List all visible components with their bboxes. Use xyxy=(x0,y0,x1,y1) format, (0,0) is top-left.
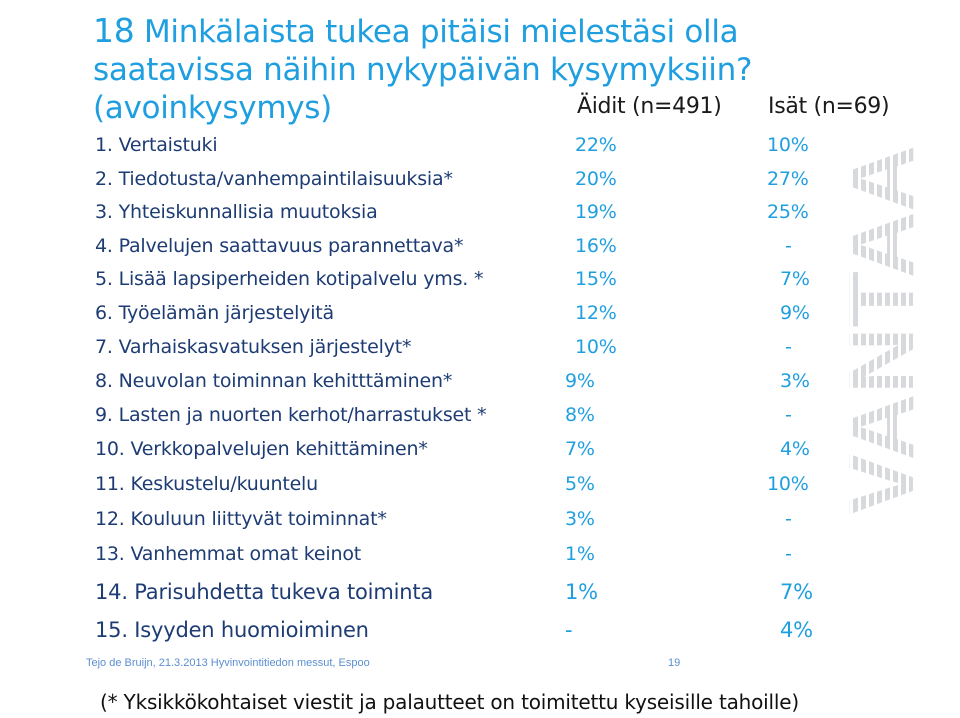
page-number: 19 xyxy=(668,657,681,669)
fathers-value: - xyxy=(785,404,792,426)
row-label: 12. Kouluun liittyvät toiminnat* xyxy=(95,508,387,530)
table-row xyxy=(95,134,835,164)
mothers-value: 12% xyxy=(575,302,617,324)
mothers-value: 8% xyxy=(565,404,595,426)
row-label: 11. Keskustelu/kuuntelu xyxy=(95,473,318,495)
table-row xyxy=(95,370,835,400)
slide-number: 18 xyxy=(93,11,135,50)
vantaa-logo xyxy=(831,145,958,515)
mothers-value: 1% xyxy=(565,580,598,604)
row-label: 4. Palvelujen saattavuus parannettava* xyxy=(95,235,464,257)
fathers-value: 7% xyxy=(780,268,810,290)
fathers-value: 4% xyxy=(780,618,813,642)
table-row xyxy=(95,508,835,538)
table-row xyxy=(95,168,835,198)
fathers-value: - xyxy=(785,543,792,565)
table-row xyxy=(95,438,835,468)
mothers-value: 1% xyxy=(565,543,595,565)
table-row xyxy=(95,201,835,231)
row-label: 14. Parisuhdetta tukeva toiminta xyxy=(95,580,434,604)
footnote: (* Yksikkökohtaiset viestit ja palautteet on toimitettu kyseisille tahoille) xyxy=(100,690,799,714)
mothers-value: 10% xyxy=(575,336,617,358)
mothers-value: 3% xyxy=(565,508,595,530)
mothers-value: 16% xyxy=(575,235,617,257)
mothers-value: 15% xyxy=(575,268,617,290)
footer-source: Tejo de Bruijn, 21.3.2013 Hyvinvointitiedon messut, Espoo xyxy=(86,657,370,669)
table-row xyxy=(95,336,835,366)
mothers-value: 7% xyxy=(565,438,595,460)
fathers-value: 27% xyxy=(767,168,809,190)
row-label: 6. Työelämän järjestelyitä xyxy=(95,302,334,324)
mothers-value: 20% xyxy=(575,168,617,190)
mothers-value: 19% xyxy=(575,201,617,223)
row-label: 3. Yhteiskunnallisia muutoksia xyxy=(95,201,378,223)
table-row xyxy=(95,235,835,265)
fathers-value: - xyxy=(785,508,792,530)
table-row xyxy=(95,580,835,610)
table-row xyxy=(95,404,835,434)
fathers-value: 3% xyxy=(780,370,810,392)
table-row xyxy=(95,473,835,503)
fathers-value: 4% xyxy=(780,438,810,460)
table-row xyxy=(95,543,835,573)
row-label: 13. Vanhemmat omat keinot xyxy=(95,543,362,565)
mothers-value: 9% xyxy=(565,370,595,392)
fathers-value: - xyxy=(785,336,792,358)
table-row xyxy=(95,302,835,332)
row-label: 1. Vertaistuki xyxy=(95,134,218,156)
row-label: 9. Lasten ja nuorten kerhot/harrastukset * xyxy=(95,404,487,426)
row-label: 15. Isyyden huomioiminen xyxy=(95,618,369,642)
mothers-value: 22% xyxy=(575,134,617,156)
mothers-value: - xyxy=(565,618,573,642)
table-row xyxy=(95,618,835,648)
fathers-value: 10% xyxy=(767,134,809,156)
row-label: 8. Neuvolan toiminnan kehitttäminen* xyxy=(95,370,453,392)
column-header-fathers: Isät (n=69) xyxy=(768,94,890,119)
fathers-value: 9% xyxy=(780,302,810,324)
table-row xyxy=(95,268,835,298)
column-header-mothers: Äidit (n=491) xyxy=(577,94,722,119)
fathers-value: 7% xyxy=(780,580,813,604)
row-label: 5. Lisää lapsiperheiden kotipalvelu yms. * xyxy=(95,268,484,290)
fathers-value: 10% xyxy=(767,473,809,495)
slide-title-text: Minkälaista tukea pitäisi mielestäsi olla saatavissa näihin nykypäivän kysymyksiin? (avoinkysymys) xyxy=(93,14,753,126)
fathers-value: - xyxy=(785,235,792,257)
row-label: 7. Varhaiskasvatuksen järjestelyt* xyxy=(95,336,412,358)
fathers-value: 25% xyxy=(767,201,809,223)
mothers-value: 5% xyxy=(565,473,595,495)
svg-text:VANTAA: VANTAA xyxy=(831,145,933,515)
row-label: 10. Verkkopalvelujen kehittäminen* xyxy=(95,438,428,460)
row-label: 2. Tiedotusta/vanhempaintilaisuuksia* xyxy=(95,168,453,190)
